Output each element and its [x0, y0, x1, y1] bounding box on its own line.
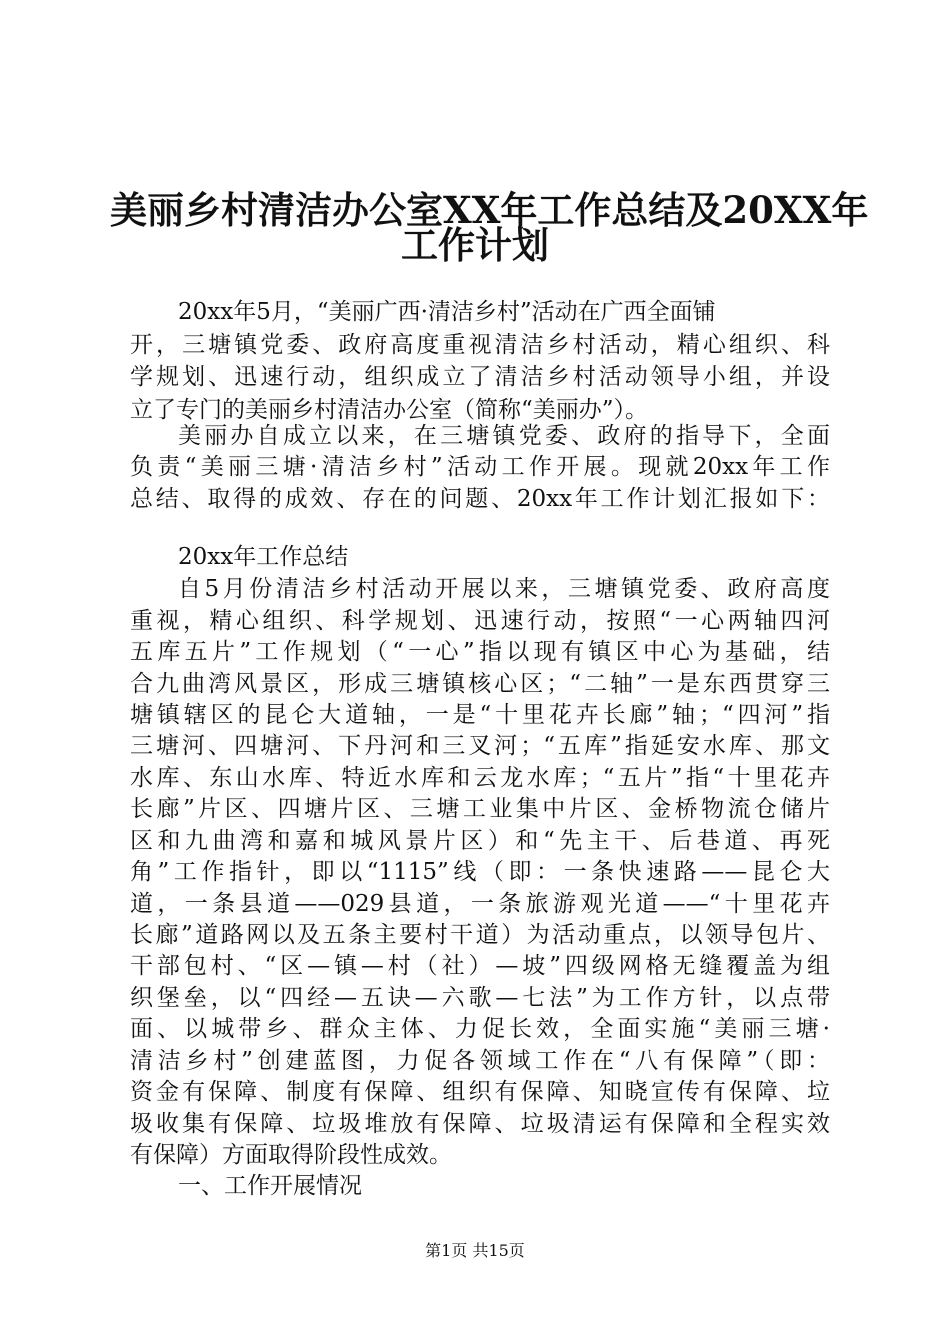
body-line-18: 角”工作指针，即以“1115”线（即：一条快速路——昆仑大	[130, 859, 830, 885]
body-line-11: 五库五片”工作规划（“一心”指以现有镇区中心为基础，结	[130, 639, 830, 665]
body-line-04: 立了专门的美丽乡村清洁办公室（简称“美丽办”）。	[130, 397, 649, 423]
body-line-15: 水库、东山水库、特近水库和云龙水库；“五片”指“十里花卉	[130, 765, 830, 791]
section-heading-work-progress: 一、工作开展情况	[178, 1173, 362, 1199]
body-line-19: 道，一条县道——029县道，一条旅游观光道——“十里花卉	[130, 891, 830, 917]
body-line-26: 圾收集有保障、垃圾堆放有保障、垃圾清运有保障和全程实效	[130, 1111, 830, 1137]
body-line-16: 长廊”片区、四塘片区、三塘工业集中片区、金桥物流仓储片	[130, 796, 830, 822]
body-line-14: 三塘河、四塘河、下丹河和三叉河；“五库”指延安水库、那文	[130, 733, 830, 759]
body-line-13: 塘镇辖区的昆仑大道轴，一是“十里花卉长廊”轴；“四河”指	[130, 702, 830, 728]
body-line-21: 干部包村、“区—镇—村（社）—坡”四级网格无缝覆盖为组	[130, 953, 830, 979]
body-line-22: 织堡垒，以“四经—五诀—六歌—七法”为工作方针，以点带	[130, 985, 830, 1011]
document-title-line-2: 工作计划	[401, 223, 549, 267]
body-line-07: 总结、取得的成效、存在的问题、20xx年工作计划汇报如下：	[130, 486, 830, 512]
body-line-23: 面、以城带乡、群众主体、力促长效，全面实施“美丽三塘·	[130, 1016, 830, 1042]
document-title-line-1: 美丽乡村清洁办公室XX年工作总结及20XX年	[110, 188, 869, 232]
body-line-03: 学规划、迅速行动，组织成立了清洁乡村活动领导小组，并设	[130, 364, 830, 390]
body-line-02: 开，三塘镇党委、政府高度重视清洁乡村活动，精心组织、科	[130, 332, 830, 358]
body-line-10: 重视，精心组织、科学规划、迅速行动，按照“一心两轴四河	[130, 608, 830, 634]
body-line-01: 20xx年5月，“美丽广西·清洁乡村”活动在广西全面铺	[178, 299, 716, 325]
page-number-footer: 第1页 共15页	[425, 1241, 525, 1260]
section-heading-summary: 20xx年工作总结	[178, 544, 349, 570]
body-line-12: 合九曲湾风景区，形成三塘镇核心区；“二轴”一是东西贯穿三	[130, 671, 830, 697]
body-line-06: 负责“美丽三塘·清洁乡村”活动工作开展。现就20xx年工作	[130, 454, 830, 480]
body-line-27: 有保障）方面取得阶段性成效。	[130, 1142, 452, 1168]
body-line-17: 区和九曲湾和嘉和城风景片区）和“先主干、后巷道、再死	[130, 828, 830, 854]
body-line-24: 清洁乡村”创建蓝图，力促各领域工作在“八有保障”（即：	[130, 1048, 830, 1074]
body-line-09: 自5月份清洁乡村活动开展以来，三塘镇党委、政府高度	[178, 576, 830, 602]
body-line-25: 资金有保障、制度有保障、组织有保障、知晓宣传有保障、垃	[130, 1079, 830, 1105]
body-line-20: 长廊”道路网以及五条主要村干道）为活动重点，以领导包片、	[130, 922, 830, 948]
body-line-05: 美丽办自成立以来，在三塘镇党委、政府的指导下，全面	[178, 423, 830, 449]
